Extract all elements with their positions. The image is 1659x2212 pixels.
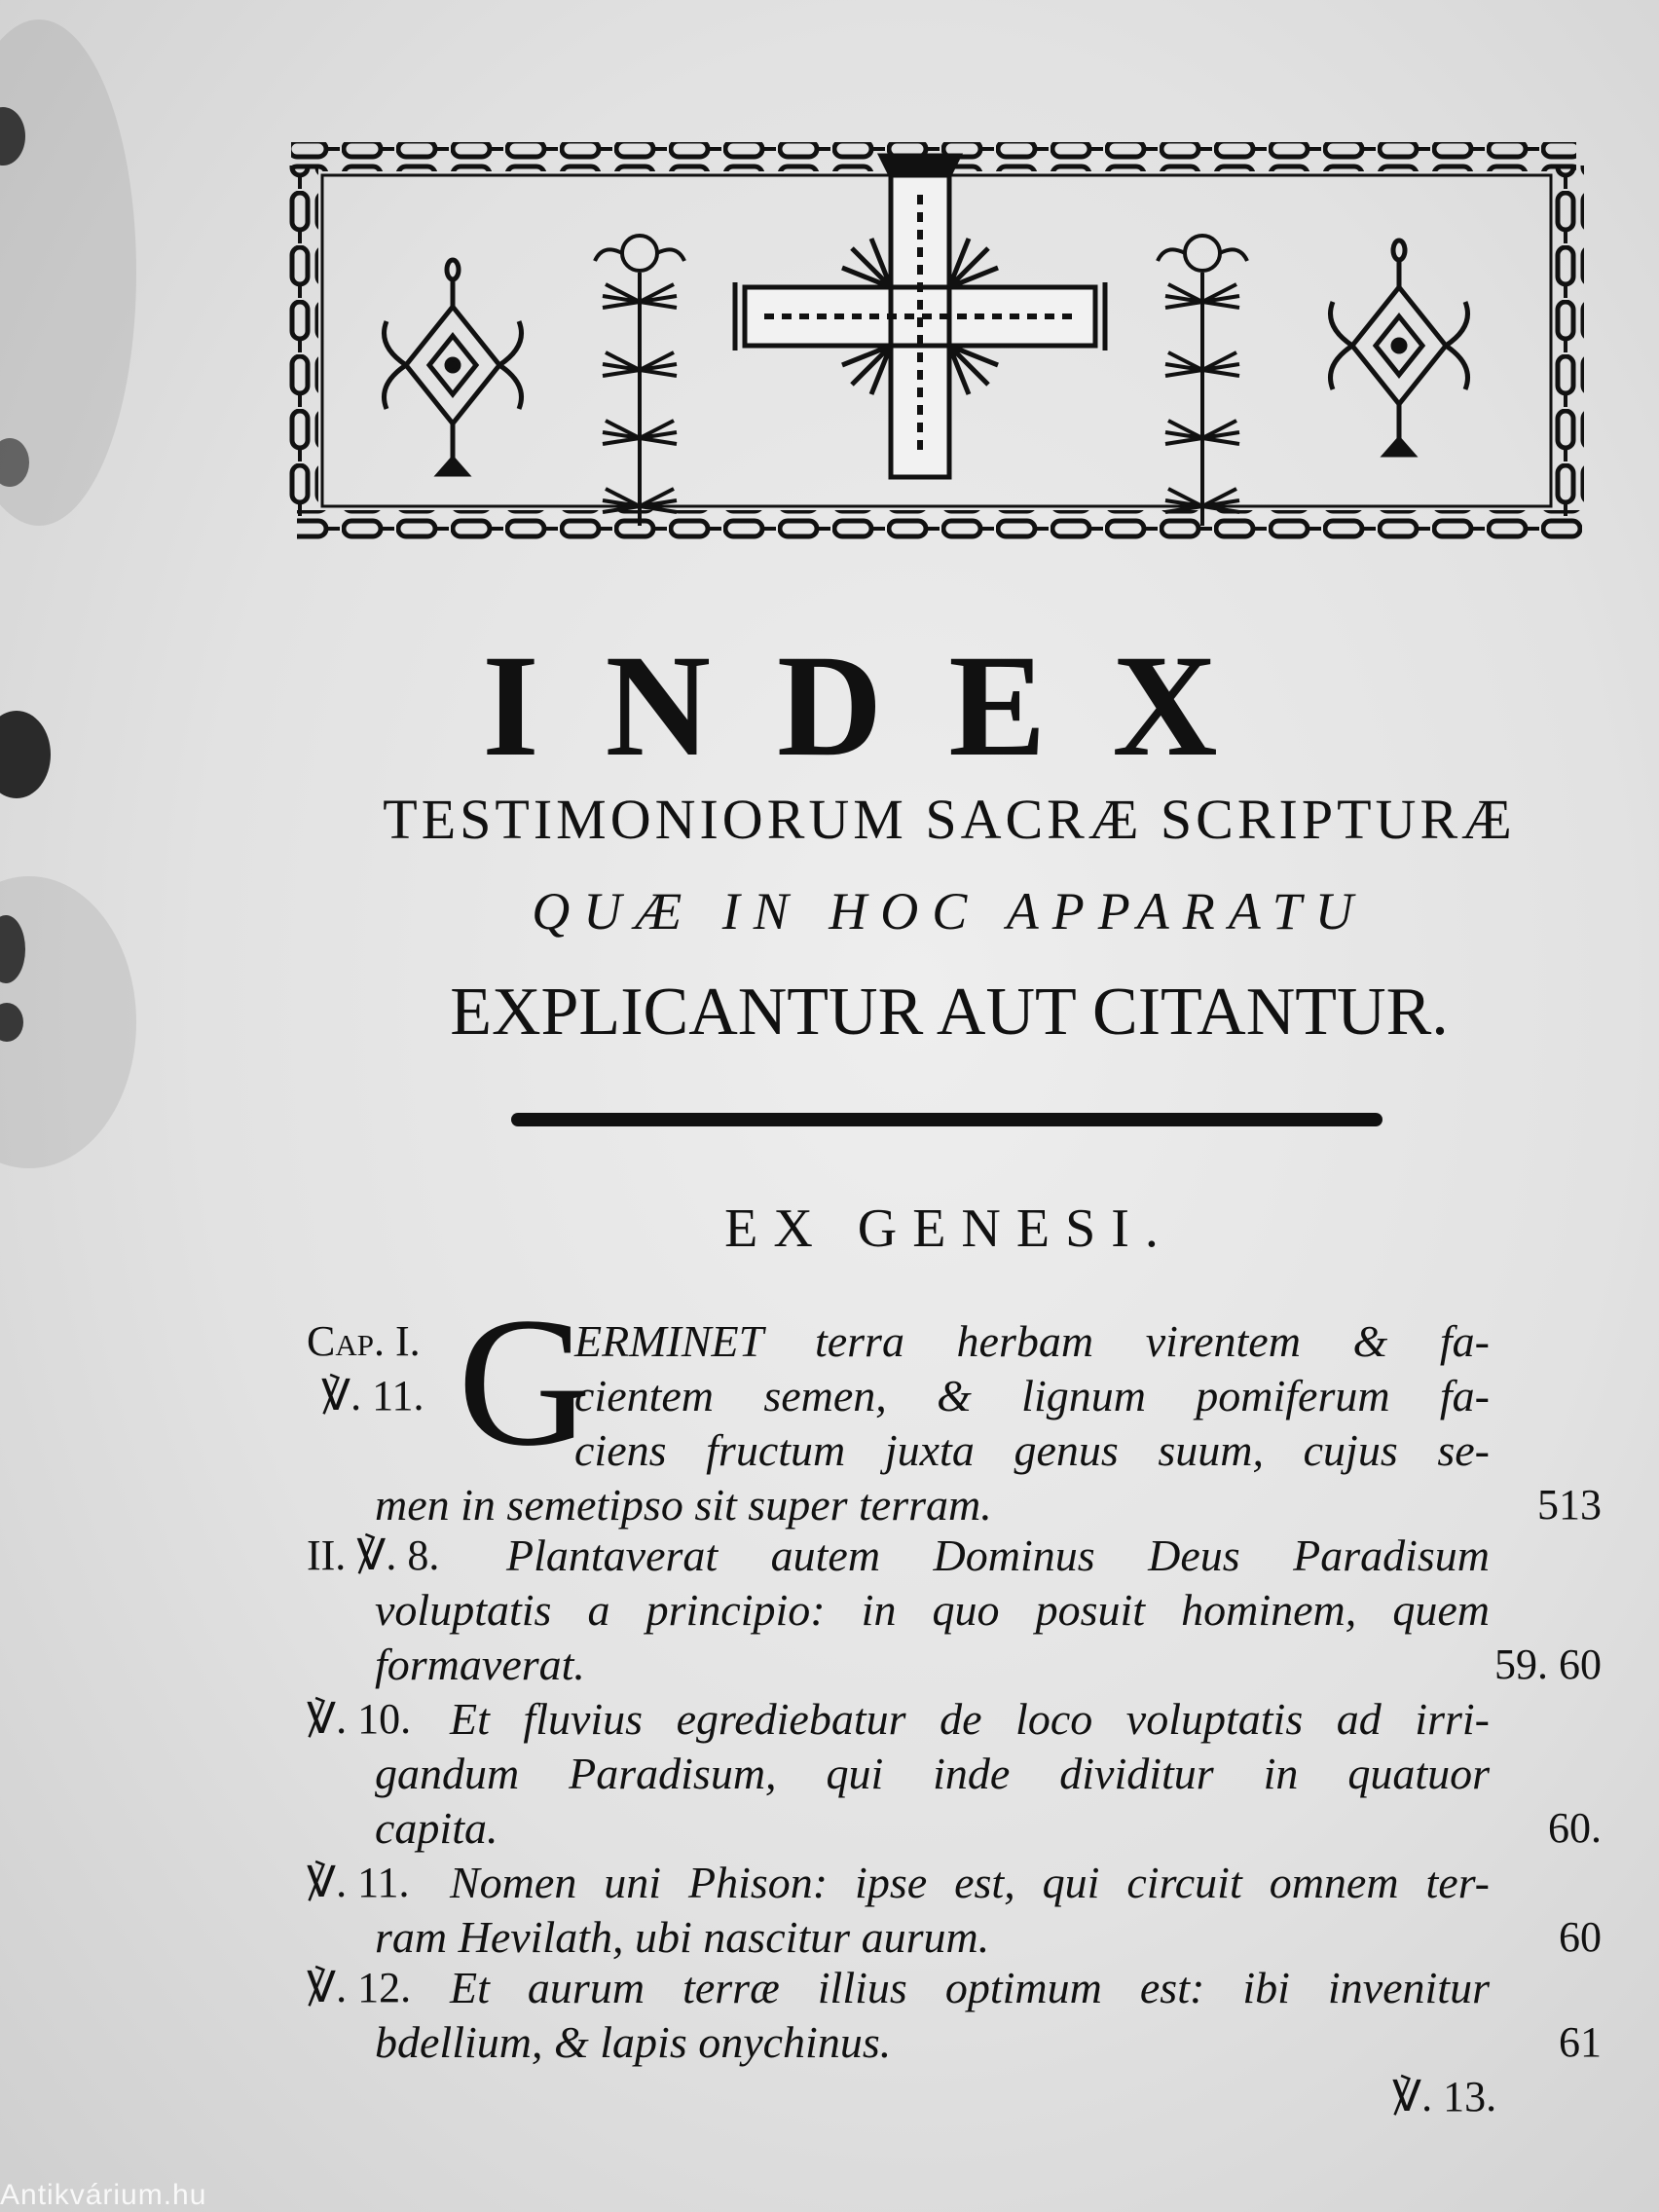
entry-line: ram Hevilath, ubi nascitur aurum. <box>375 1912 990 1962</box>
cherub-column-left <box>595 236 684 526</box>
entry-line: ERMINET terra herbam virentem & fa- <box>574 1316 1490 1366</box>
subtitle-line-1: TESTIMONIORUM SACRÆ SCRIPTURÆ <box>383 788 1516 851</box>
page-reference: 60. <box>1548 1804 1602 1852</box>
page-reference: 513 <box>1537 1481 1602 1529</box>
chapter-label: Cap. I. <box>307 1317 421 1365</box>
page-reference: 60 <box>1559 1913 1602 1961</box>
ornamental-headpiece <box>287 136 1592 545</box>
verse-label: ℣. 11. <box>321 1372 424 1419</box>
cross-ornament <box>735 156 1105 477</box>
frame-border-right <box>1555 166 1584 516</box>
entry-line: cientem semen, & lignum pomiferum fa- <box>574 1371 1490 1420</box>
verse-label: ℣. 10. <box>307 1695 412 1743</box>
diamond-ornament-right <box>1331 240 1468 455</box>
diamond-ornament-left <box>385 260 522 474</box>
entry-line: bdellium, & lapis onychinus. <box>375 2017 892 2067</box>
frame-border-bottom <box>297 510 1582 539</box>
entry-line: Plantaverat autem Dominus Deus Paradisum <box>506 1530 1490 1580</box>
watermark: Antikvárium.hu <box>0 2179 207 2211</box>
entry-line: Nomen uni Phison: ipse est, qui circuit omnem ter- <box>450 1858 1490 1907</box>
page-reference: 61 <box>1559 2018 1602 2066</box>
verse-label: II. ℣. 8. <box>307 1531 440 1579</box>
entry-line: Et fluvius egrediebatur de loco voluptatis ad irri- <box>450 1694 1490 1744</box>
water-stain <box>0 19 136 526</box>
water-stain <box>0 876 136 1168</box>
page-reference: 59. 60 <box>1494 1641 1602 1688</box>
divider-rule <box>511 1113 1382 1126</box>
drop-cap: G <box>458 1280 592 1485</box>
entry-line: ciens fructum juxta genus suum, cujus se- <box>574 1425 1490 1475</box>
entry-line: men in semetipso sit super terram. <box>375 1480 992 1530</box>
verse-label: ℣. 12. <box>307 1964 412 2011</box>
entry-line: formaverat. <box>375 1640 585 1689</box>
entry-line: capita. <box>375 1803 498 1853</box>
entry-line: voluptatis a principio: in quo posuit hominem, quem <box>375 1585 1490 1635</box>
subtitle-line-2: QUÆ IN HOC APPARATU <box>532 882 1367 940</box>
entry-line: Et aurum terræ illius optimum est: ibi invenitur <box>450 1963 1490 2012</box>
section-heading: EX GENESI. <box>724 1198 1174 1259</box>
page-title: INDEX <box>482 625 1284 787</box>
entry-line: gandum Paradisum, qui inde dividitur in quatuor <box>375 1749 1490 1798</box>
frame-border-left <box>289 166 318 516</box>
catchword: ℣. 13. <box>1392 2073 1497 2120</box>
verse-label: ℣. 11. <box>307 1859 410 1906</box>
cherub-column-right <box>1158 236 1247 526</box>
subtitle-line-3: EXPLICANTUR AUT CITANTUR. <box>450 975 1449 1050</box>
